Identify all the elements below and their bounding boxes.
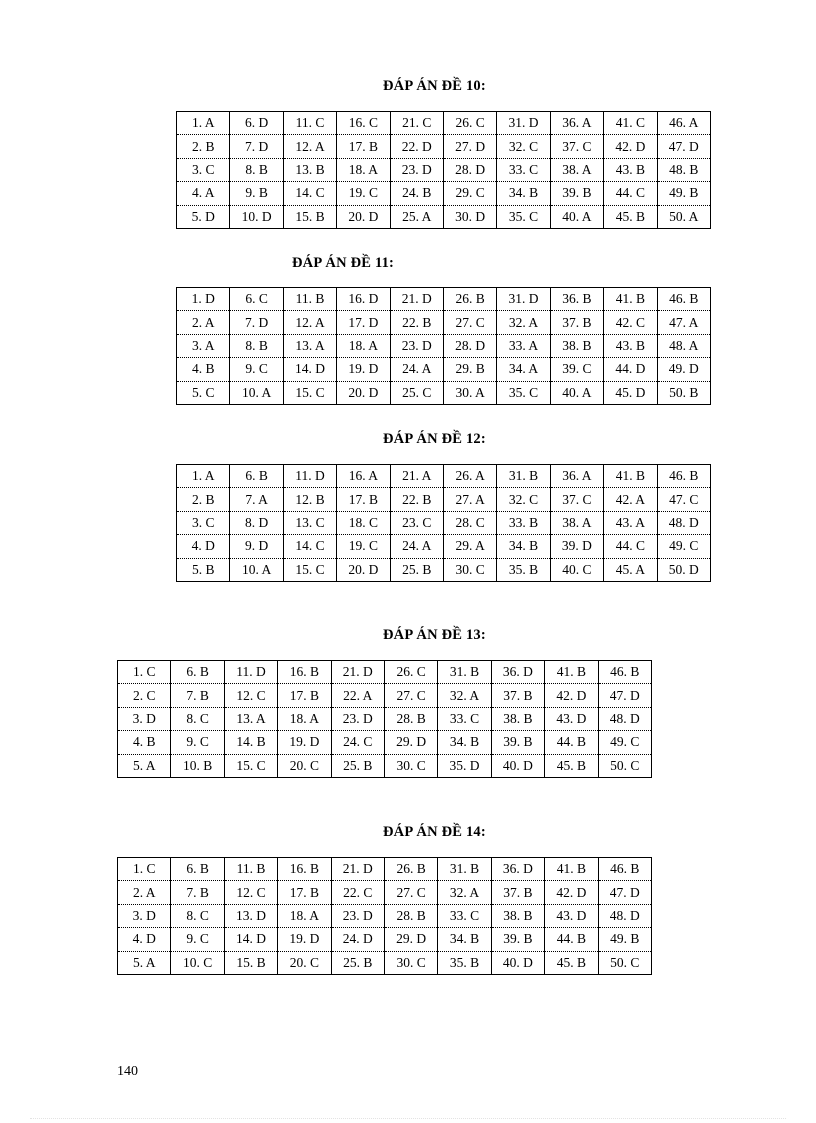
answer-cell: 49. B	[657, 182, 710, 205]
answer-cell: 3. C	[177, 511, 230, 534]
answer-cell: 19. D	[337, 358, 390, 381]
answer-cell: 33. C	[438, 707, 491, 730]
answer-table-de-13	[117, 660, 652, 778]
answer-cell: 22. D	[390, 135, 443, 158]
table-row	[118, 928, 652, 951]
answer-cell: 49. C	[657, 535, 710, 558]
answer-cell: 22. B	[390, 488, 443, 511]
answer-cell: 11. D	[224, 661, 277, 684]
answer-table-de-10	[176, 111, 711, 229]
answer-cell: 48. A	[657, 334, 710, 357]
answer-cell: 36. D	[491, 661, 544, 684]
answer-table-de-12	[176, 464, 711, 582]
answer-cell: 47. D	[598, 881, 651, 904]
section-title-de-10: ĐÁP ÁN ĐỀ 10:	[383, 78, 486, 94]
answer-cell: 28. B	[384, 707, 437, 730]
answer-cell: 10. A	[230, 558, 283, 581]
answer-cell: 1. C	[118, 661, 171, 684]
answer-cell: 28. D	[443, 158, 496, 181]
answer-cell: 2. B	[177, 488, 230, 511]
table-row	[177, 465, 711, 488]
answer-cell: 21. D	[390, 288, 443, 311]
answer-cell: 34. B	[438, 928, 491, 951]
answer-cell: 46. B	[598, 858, 651, 881]
answer-cell: 49. B	[598, 928, 651, 951]
table-row	[177, 288, 711, 311]
answer-cell: 15. C	[283, 381, 336, 404]
answer-cell: 9. D	[230, 535, 283, 558]
answer-cell: 34. B	[497, 535, 550, 558]
answer-cell: 18. A	[278, 707, 331, 730]
answer-cell: 9. C	[171, 731, 224, 754]
answer-cell: 4. B	[118, 731, 171, 754]
answer-cell: 18. A	[278, 904, 331, 927]
answer-cell: 35. B	[438, 951, 491, 974]
answer-cell: 34. B	[497, 182, 550, 205]
answer-cell: 31. B	[497, 465, 550, 488]
answer-cell: 43. D	[545, 904, 598, 927]
answer-cell: 2. B	[177, 135, 230, 158]
table-row	[177, 182, 711, 205]
answer-cell: 18. A	[337, 334, 390, 357]
section-title-de-11: ĐÁP ÁN ĐỀ 11:	[292, 255, 395, 271]
answer-cell: 3. D	[118, 707, 171, 730]
answer-cell: 42. A	[604, 488, 657, 511]
answer-cell: 37. C	[550, 488, 603, 511]
answer-cell: 39. B	[491, 928, 544, 951]
answer-cell: 20. D	[337, 205, 390, 228]
answer-cell: 7. D	[230, 135, 283, 158]
answer-cell: 26. C	[443, 112, 496, 135]
answer-cell: 21. D	[331, 858, 384, 881]
table-row	[118, 754, 652, 777]
answer-cell: 46. B	[657, 465, 710, 488]
answer-cell: 49. D	[657, 358, 710, 381]
answer-cell: 35. C	[497, 205, 550, 228]
table-row	[177, 158, 711, 181]
answer-cell: 7. D	[230, 311, 283, 334]
answer-cell: 21. C	[390, 112, 443, 135]
answer-cell: 2. A	[118, 881, 171, 904]
answer-cell: 39. B	[491, 731, 544, 754]
answer-cell: 33. B	[497, 511, 550, 534]
answer-cell: 7. A	[230, 488, 283, 511]
answer-cell: 39. D	[550, 535, 603, 558]
table-row	[118, 707, 652, 730]
answer-cell: 2. A	[177, 311, 230, 334]
answer-cell: 17. B	[278, 881, 331, 904]
answer-cell: 45. A	[604, 558, 657, 581]
answer-cell: 38. B	[491, 707, 544, 730]
answer-cell: 6. D	[230, 112, 283, 135]
answer-cell: 12. C	[224, 881, 277, 904]
table-row	[177, 558, 711, 581]
answer-cell: 14. D	[283, 358, 336, 381]
answer-cell: 8. C	[171, 707, 224, 730]
answer-cell: 14. B	[224, 731, 277, 754]
answer-cell: 19. D	[278, 731, 331, 754]
answer-cell: 34. B	[438, 731, 491, 754]
answer-cell: 48. D	[657, 511, 710, 534]
answer-cell: 3. D	[118, 904, 171, 927]
answer-cell: 17. B	[278, 684, 331, 707]
answer-cell: 13. C	[283, 511, 336, 534]
answer-cell: 17. D	[337, 311, 390, 334]
answer-cell: 27. C	[384, 881, 437, 904]
page-number: 140	[117, 1064, 138, 1079]
answer-cell: 20. C	[278, 754, 331, 777]
answer-cell: 9. C	[171, 928, 224, 951]
answer-cell: 30. D	[443, 205, 496, 228]
answer-cell: 9. C	[230, 358, 283, 381]
answer-cell: 43. B	[604, 334, 657, 357]
answer-cell: 13. A	[283, 334, 336, 357]
table-row	[177, 112, 711, 135]
answer-cell: 49. C	[598, 731, 651, 754]
table-row	[118, 731, 652, 754]
answer-cell: 46. A	[657, 112, 710, 135]
answer-cell: 26. C	[384, 661, 437, 684]
answer-cell: 4. B	[177, 358, 230, 381]
answer-cell: 5. B	[177, 558, 230, 581]
section-title-de-12: ĐÁP ÁN ĐỀ 12:	[383, 431, 486, 447]
answer-cell: 44. C	[604, 535, 657, 558]
answer-cell: 23. D	[390, 158, 443, 181]
answer-cell: 25. B	[331, 754, 384, 777]
answer-cell: 23. D	[390, 334, 443, 357]
answer-cell: 13. B	[283, 158, 336, 181]
answer-cell: 35. C	[497, 381, 550, 404]
answer-cell: 7. B	[171, 684, 224, 707]
answer-cell: 8. C	[171, 904, 224, 927]
answer-cell: 8. B	[230, 158, 283, 181]
answer-cell: 38. B	[491, 904, 544, 927]
answer-cell: 33. C	[438, 904, 491, 927]
answer-cell: 35. D	[438, 754, 491, 777]
bottom-divider	[30, 1118, 786, 1119]
answer-cell: 12. C	[224, 684, 277, 707]
answer-cell: 5. D	[177, 205, 230, 228]
answer-cell: 36. D	[491, 858, 544, 881]
answer-cell: 42. C	[604, 311, 657, 334]
answer-cell: 45. B	[545, 951, 598, 974]
answer-cell: 3. C	[177, 158, 230, 181]
answer-cell: 16. B	[278, 661, 331, 684]
answer-cell: 38. B	[550, 334, 603, 357]
answer-cell: 5. A	[118, 754, 171, 777]
answer-cell: 4. D	[118, 928, 171, 951]
answer-cell: 41. B	[604, 465, 657, 488]
answer-cell: 42. D	[545, 684, 598, 707]
answer-cell: 30. A	[443, 381, 496, 404]
table-row	[177, 381, 711, 404]
table-row	[177, 311, 711, 334]
answer-cell: 14. C	[283, 182, 336, 205]
answer-cell: 20. D	[337, 558, 390, 581]
answer-cell: 9. B	[230, 182, 283, 205]
answer-cell: 15. B	[224, 951, 277, 974]
answer-cell: 22. B	[390, 311, 443, 334]
answer-cell: 22. C	[331, 881, 384, 904]
answer-cell: 47. D	[598, 684, 651, 707]
answer-cell: 47. A	[657, 311, 710, 334]
answer-cell: 20. C	[278, 951, 331, 974]
answer-cell: 18. A	[337, 158, 390, 181]
answer-cell: 6. C	[230, 288, 283, 311]
answer-cell: 44. C	[604, 182, 657, 205]
answer-cell: 24. A	[390, 358, 443, 381]
answer-cell: 43. D	[545, 707, 598, 730]
answer-cell: 16. D	[337, 288, 390, 311]
answer-cell: 17. B	[337, 135, 390, 158]
answer-cell: 10. C	[171, 951, 224, 974]
answer-cell: 27. C	[443, 311, 496, 334]
answer-cell: 12. A	[283, 135, 336, 158]
answer-cell: 11. C	[283, 112, 336, 135]
answer-cell: 42. D	[604, 135, 657, 158]
answer-cell: 44. D	[604, 358, 657, 381]
answer-cell: 29. D	[384, 928, 437, 951]
answer-cell: 21. A	[390, 465, 443, 488]
answer-cell: 46. B	[657, 288, 710, 311]
answer-cell: 45. D	[604, 381, 657, 404]
answer-cell: 32. A	[438, 684, 491, 707]
answer-cell: 26. B	[384, 858, 437, 881]
answer-cell: 26. A	[443, 465, 496, 488]
answer-cell: 48. D	[598, 904, 651, 927]
table-row	[177, 535, 711, 558]
answer-cell: 5. A	[118, 951, 171, 974]
answer-cell: 33. C	[497, 158, 550, 181]
answer-cell: 31. B	[438, 661, 491, 684]
answer-cell: 45. B	[545, 754, 598, 777]
answer-cell: 6. B	[171, 858, 224, 881]
answer-cell: 38. A	[550, 511, 603, 534]
answer-cell: 27. C	[384, 684, 437, 707]
table-row	[118, 858, 652, 881]
answer-cell: 15. C	[283, 558, 336, 581]
answer-cell: 44. B	[545, 731, 598, 754]
answer-cell: 41. B	[545, 661, 598, 684]
answer-cell: 41. C	[604, 112, 657, 135]
answer-cell: 50. A	[657, 205, 710, 228]
answer-cell: 27. D	[443, 135, 496, 158]
answer-cell: 22. A	[331, 684, 384, 707]
answer-cell: 15. B	[283, 205, 336, 228]
section-title-de-13: ĐÁP ÁN ĐỀ 13:	[383, 627, 486, 643]
answer-cell: 8. D	[230, 511, 283, 534]
answer-cell: 29. C	[443, 182, 496, 205]
answer-cell: 1. C	[118, 858, 171, 881]
answer-cell: 40. D	[491, 951, 544, 974]
answer-cell: 19. D	[278, 928, 331, 951]
answer-cell: 23. C	[390, 511, 443, 534]
table-row	[177, 511, 711, 534]
answer-cell: 23. D	[331, 904, 384, 927]
answer-cell: 44. B	[545, 928, 598, 951]
answer-cell: 6. B	[230, 465, 283, 488]
answer-table-de-11	[176, 287, 711, 405]
answer-cell: 24. D	[331, 928, 384, 951]
answer-cell: 40. A	[550, 381, 603, 404]
answer-cell: 43. B	[604, 158, 657, 181]
answer-cell: 50. C	[598, 754, 651, 777]
answer-cell: 13. A	[224, 707, 277, 730]
answer-cell: 14. C	[283, 535, 336, 558]
answer-cell: 12. B	[283, 488, 336, 511]
answer-cell: 28. D	[443, 334, 496, 357]
answer-cell: 37. B	[491, 684, 544, 707]
answer-cell: 46. B	[598, 661, 651, 684]
answer-cell: 47. C	[657, 488, 710, 511]
answer-cell: 27. A	[443, 488, 496, 511]
answer-cell: 36. B	[550, 288, 603, 311]
answer-cell: 29. D	[384, 731, 437, 754]
answer-cell: 8. B	[230, 334, 283, 357]
answer-cell: 10. A	[230, 381, 283, 404]
answer-cell: 28. C	[443, 511, 496, 534]
answer-cell: 10. B	[171, 754, 224, 777]
answer-cell: 6. B	[171, 661, 224, 684]
answer-cell: 21. D	[331, 661, 384, 684]
answer-cell: 3. A	[177, 334, 230, 357]
table-row	[118, 661, 652, 684]
answer-table-de-14	[117, 857, 652, 975]
answer-cell: 4. A	[177, 182, 230, 205]
answer-cell: 40. D	[491, 754, 544, 777]
answer-cell: 38. A	[550, 158, 603, 181]
answer-cell: 47. D	[657, 135, 710, 158]
answer-cell: 29. B	[443, 358, 496, 381]
answer-cell: 19. C	[337, 182, 390, 205]
table-row	[177, 358, 711, 381]
answer-cell: 32. A	[438, 881, 491, 904]
answer-cell: 23. D	[331, 707, 384, 730]
table-row	[177, 488, 711, 511]
table-row	[118, 684, 652, 707]
answer-cell: 16. A	[337, 465, 390, 488]
answer-cell: 19. C	[337, 535, 390, 558]
answer-cell: 10. D	[230, 205, 283, 228]
answer-cell: 45. B	[604, 205, 657, 228]
answer-cell: 50. D	[657, 558, 710, 581]
answer-cell: 24. C	[331, 731, 384, 754]
answer-cell: 31. D	[497, 112, 550, 135]
answer-cell: 29. A	[443, 535, 496, 558]
answer-cell: 48. D	[598, 707, 651, 730]
answer-cell: 15. C	[224, 754, 277, 777]
answer-cell: 42. D	[545, 881, 598, 904]
table-row	[118, 904, 652, 927]
answer-cell: 16. C	[337, 112, 390, 135]
answer-cell: 36. A	[550, 465, 603, 488]
answer-cell: 2. C	[118, 684, 171, 707]
answer-cell: 33. A	[497, 334, 550, 357]
answer-cell: 48. B	[657, 158, 710, 181]
answer-cell: 35. B	[497, 558, 550, 581]
answer-cell: 24. A	[390, 535, 443, 558]
answer-cell: 18. C	[337, 511, 390, 534]
answer-cell: 24. B	[390, 182, 443, 205]
answer-cell: 26. B	[443, 288, 496, 311]
answer-cell: 37. B	[550, 311, 603, 334]
answer-cell: 39. B	[550, 182, 603, 205]
answer-cell: 37. B	[491, 881, 544, 904]
answer-cell: 1. D	[177, 288, 230, 311]
answer-cell: 1. A	[177, 112, 230, 135]
answer-cell: 13. D	[224, 904, 277, 927]
table-row	[177, 334, 711, 357]
answer-cell: 32. C	[497, 135, 550, 158]
table-row	[118, 951, 652, 974]
answer-cell: 25. C	[390, 381, 443, 404]
answer-cell: 20. D	[337, 381, 390, 404]
answer-cell: 36. A	[550, 112, 603, 135]
answer-cell: 7. B	[171, 881, 224, 904]
answer-cell: 32. A	[497, 311, 550, 334]
answer-cell: 30. C	[443, 558, 496, 581]
answer-cell: 5. C	[177, 381, 230, 404]
table-row	[177, 135, 711, 158]
answer-cell: 32. C	[497, 488, 550, 511]
answer-cell: 17. B	[337, 488, 390, 511]
answer-cell: 41. B	[604, 288, 657, 311]
section-title-de-14: ĐÁP ÁN ĐỀ 14:	[383, 824, 486, 840]
answer-cell: 25. A	[390, 205, 443, 228]
answer-cell: 31. B	[438, 858, 491, 881]
answer-cell: 16. B	[278, 858, 331, 881]
answer-cell: 1. A	[177, 465, 230, 488]
answer-cell: 28. B	[384, 904, 437, 927]
answer-cell: 30. C	[384, 951, 437, 974]
answer-cell: 43. A	[604, 511, 657, 534]
answer-cell: 11. D	[283, 465, 336, 488]
answer-cell: 31. D	[497, 288, 550, 311]
answer-cell: 34. A	[497, 358, 550, 381]
answer-cell: 12. A	[283, 311, 336, 334]
answer-cell: 11. B	[224, 858, 277, 881]
answer-cell: 50. C	[598, 951, 651, 974]
answer-cell: 14. D	[224, 928, 277, 951]
answer-cell: 40. A	[550, 205, 603, 228]
answer-cell: 25. B	[331, 951, 384, 974]
table-row	[118, 881, 652, 904]
table-row	[177, 205, 711, 228]
answer-cell: 41. B	[545, 858, 598, 881]
answer-cell: 50. B	[657, 381, 710, 404]
answer-cell: 30. C	[384, 754, 437, 777]
answer-cell: 4. D	[177, 535, 230, 558]
answer-cell: 39. C	[550, 358, 603, 381]
answer-cell: 25. B	[390, 558, 443, 581]
answer-cell: 11. B	[283, 288, 336, 311]
answer-cell: 37. C	[550, 135, 603, 158]
answer-cell: 40. C	[550, 558, 603, 581]
